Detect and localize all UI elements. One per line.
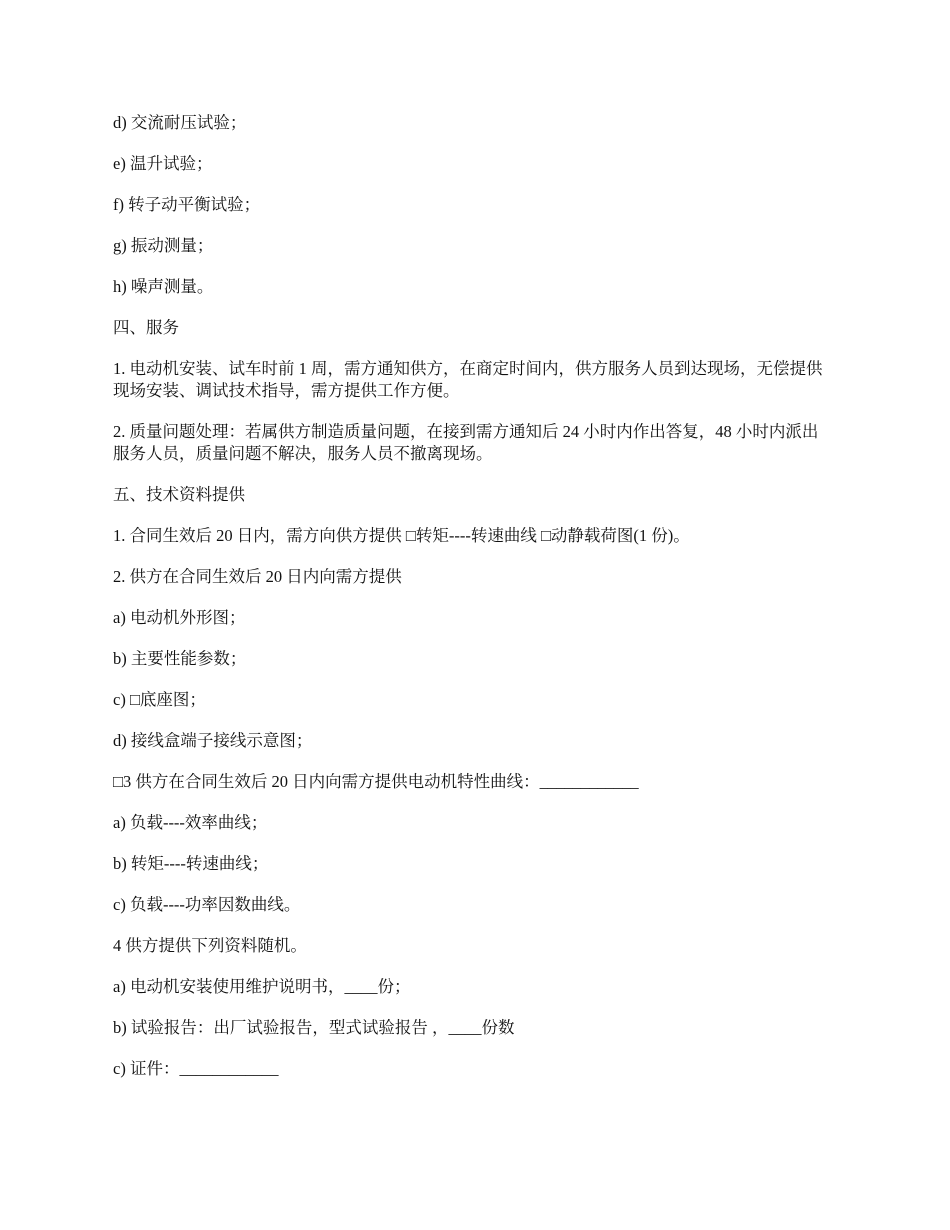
paragraph-accompanying-docs: 4 供方提供下列资料随机。 (113, 936, 307, 955)
list-item-certificate: c) 证件：____________ (113, 1059, 279, 1078)
list-item-vibration-measurement: g) 振动测量； (113, 236, 214, 255)
list-item-torque-speed: b) 转矩----转速曲线； (113, 854, 269, 873)
list-item-load-efficiency: a) 负载----效率曲线； (113, 813, 268, 832)
paragraph-supplier-provides: 2. 供方在合同生效后 20 日内向需方提供 (113, 567, 402, 586)
list-item-terminal-wiring: d) 接线盒端子接线示意图； (113, 731, 313, 750)
section-heading-service: 四、服务 (113, 318, 179, 337)
list-item-rotor-balance-test: f) 转子动平衡试验； (113, 195, 261, 214)
list-item-load-power-factor: c) 负载----功率因数曲线。 (113, 895, 301, 914)
list-item-manual: a) 电动机安装使用维护说明书，____份； (113, 977, 411, 996)
paragraph-buyer-provides: 1. 合同生效后 20 日内，需方向供方提供 □转矩----转速曲线 □动静载荷图(1 份)。 (113, 526, 690, 545)
paragraph-installation-service: 1. 电动机安装、试车时前 1 周，需方通知供方，在商定时间内，供方服务人员到达现场，无偿提供现场安装、调试技术指导，需方提供工作方便。 (113, 359, 823, 400)
list-item-outline-drawing: a) 电动机外形图； (113, 608, 246, 627)
list-item-performance-params: b) 主要性能参数； (113, 649, 247, 668)
list-item-ac-withstand-test: d) 交流耐压试验； (113, 113, 247, 132)
list-item-base-drawing: c) □底座图； (113, 690, 206, 709)
paragraph-quality-handling: 2. 质量问题处理：若属供方制造质量问题，在接到需方通知后 24 小时内作出答复，48 小时内派出服务人员，质量问题不解决，服务人员不撤离现场。 (113, 422, 819, 463)
list-item-test-report: b) 试验报告：出厂试验报告，型式试验报告 ，____份数 (113, 1018, 515, 1037)
list-item-temperature-rise-test: e) 温升试验； (113, 154, 213, 173)
document-body (113, 112, 833, 1099)
paragraph-characteristic-curves: □3 供方在合同生效后 20 日内向需方提供电动机特性曲线：____________ (113, 772, 639, 791)
list-item-noise-measurement: h) 噪声测量。 (113, 277, 214, 296)
section-heading-technical-data: 五、技术资料提供 (113, 485, 245, 504)
